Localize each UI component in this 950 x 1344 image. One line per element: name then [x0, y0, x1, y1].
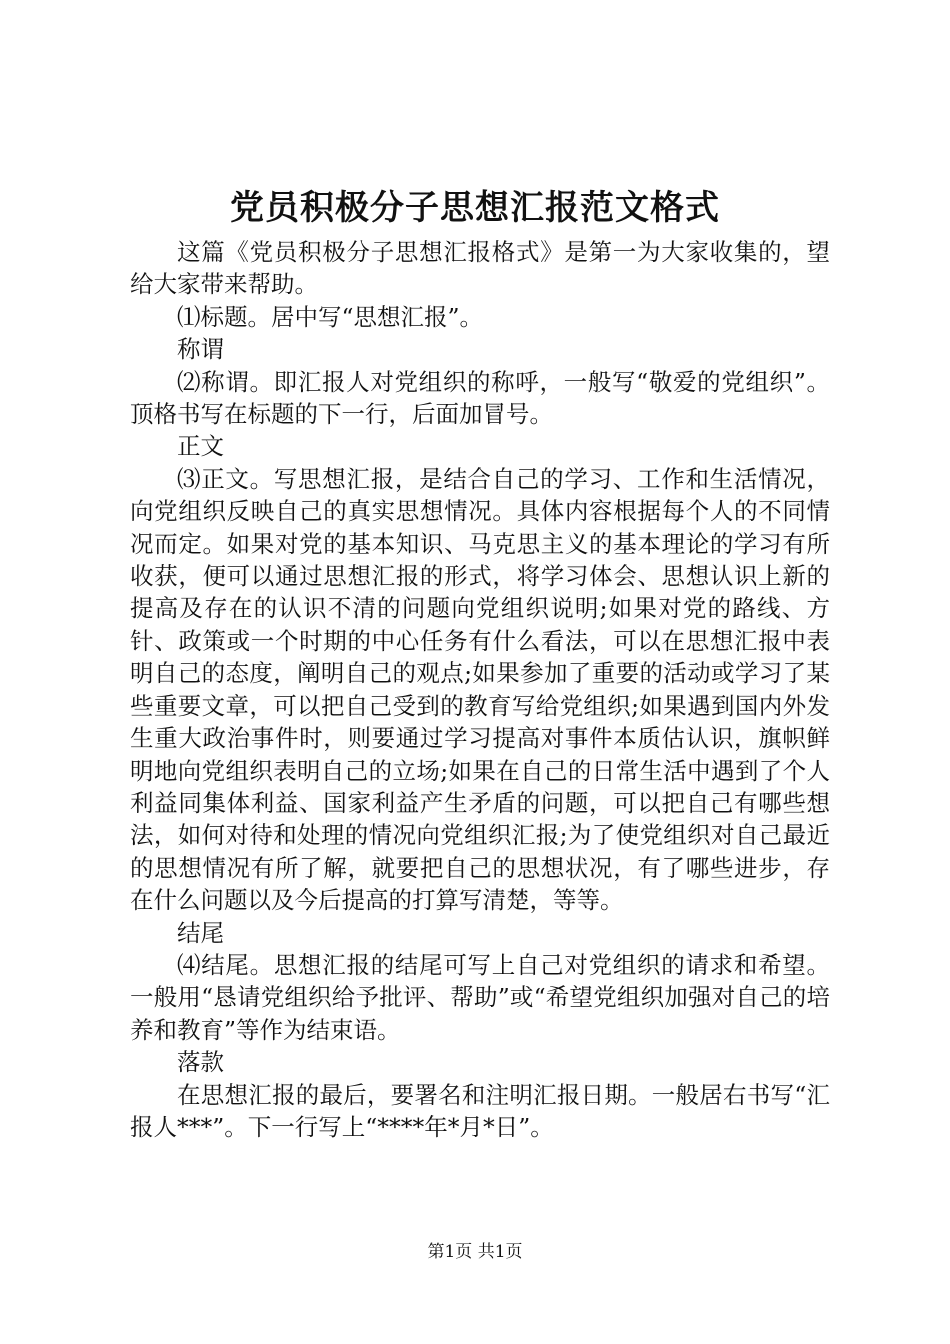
signature-heading: 落款 [177, 1048, 224, 1077]
document-title: 党员积极分子思想汇报范文格式 [230, 188, 720, 228]
document-body [130, 236, 830, 1143]
salutation-heading: 称谓 [177, 335, 224, 364]
signature-paragraph: 在思想汇报的最后，要署名和注明汇报日期。一般居右书写“汇报人***”。下一行写上“****年*月*日”。 [130, 1080, 830, 1141]
ending-heading: 结尾 [177, 918, 224, 947]
body-paragraph: ⑶正文。写思想汇报，是结合自己的学习、工作和生活情况，向党组织反映自己的真实思想情况。具体内容根据每个人的不同情况而定。如果对党的基本知识、马克思主义的基本理论的学习有所收获，便可以通过思想汇报的形式，将学习体会、思想认识上新的提高及存在的认识不清的问题向党组织说明;如果对党的路线、方针、政策或一个时期的中心任务有什么看法，可以在思想汇报中表明自己的态度，阐明自己的观点;如果参加了重要的活动或学习了某些重要文章，可以把自己受到的教育写给党组织;如果遇到国内外发生重大政治事件时，则要通过学习提高对事件本质估认识，旗帜鲜明地向党组织表明自己的立场;如果在自己的日常生活中遇到了个人利益同集体利益、国家利益产生矛盾的问题，可以把自己有哪些想法，如何对待和处理的情况向党组织汇报;为了使党组织对自己最近的思想情况有所了解，就要把自己的思想状况，有了哪些进步，存在什么问题以及今后提高的打算写清楚，等等。 [130, 464, 830, 915]
salutation-paragraph: ⑵称谓。即汇报人对党组织的称呼，一般写“敬爱的党组织”。顶格书写在标题的下一行，后面加冒号。 [130, 367, 830, 429]
body-heading: 正文 [177, 432, 224, 461]
intro-paragraph: 这篇《党员积极分子思想汇报格式》是第一为大家收集的，望给大家带来帮助。 [130, 238, 830, 299]
ending-paragraph: ⑷结尾。思想汇报的结尾可写上自己对党组织的请求和希望。一般用“恳请党组织给予批评、帮助”或“希望党组织加强对自己的培养和教育”等作为结束语。 [130, 950, 830, 1044]
page-footer: 第1页 共1页 [427, 1242, 523, 1262]
title-rule-paragraph: ⑴标题。居中写“思想汇报”。 [177, 302, 484, 331]
